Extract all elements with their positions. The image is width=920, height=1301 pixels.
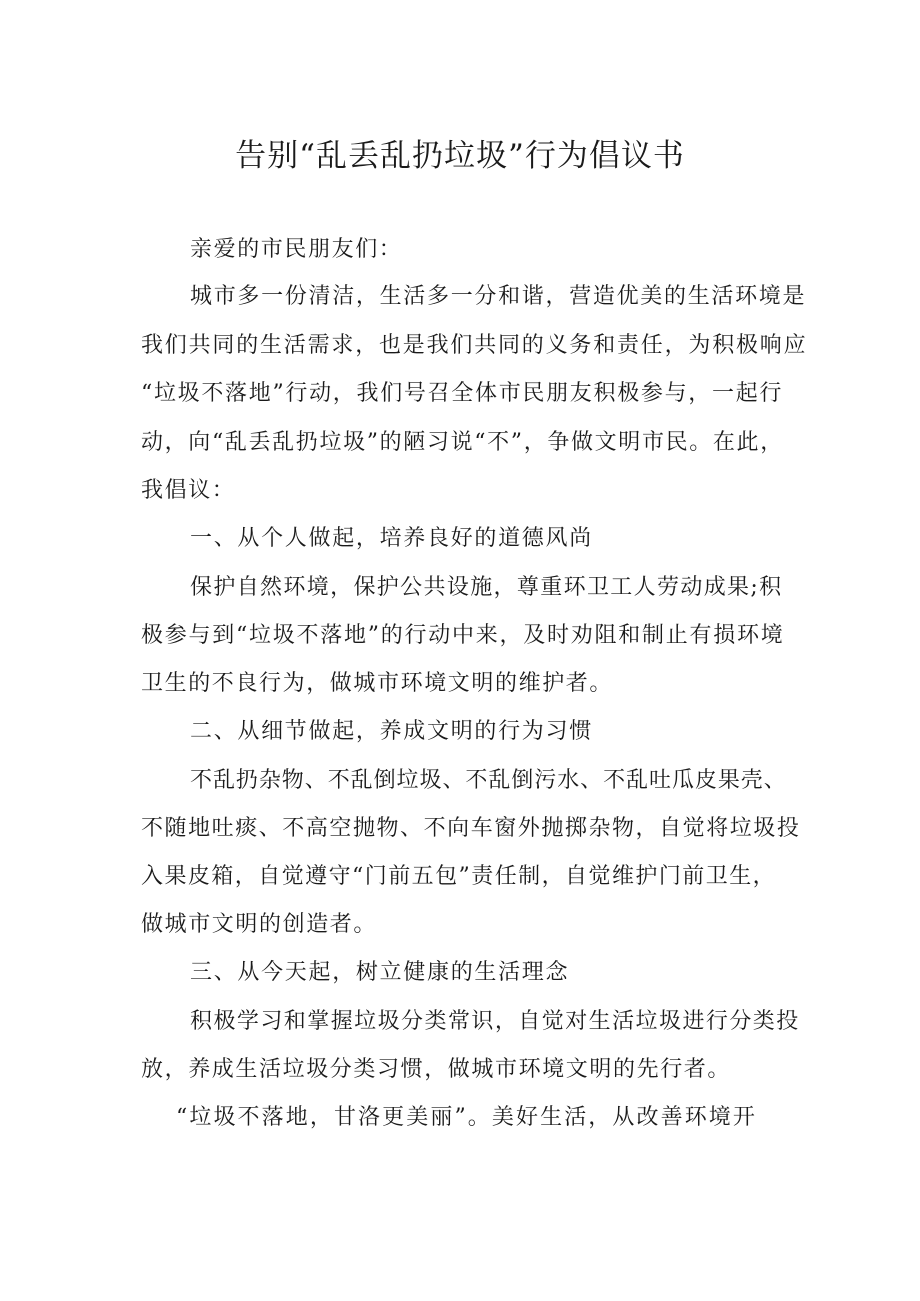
- intro-line: 我们共同的生活需求，也是我们共同的义务和责任，为积极响应: [141, 333, 808, 358]
- section-3-line: 放，养成生活垃圾分类习惯，做城市环境文明的先行者。: [141, 1057, 732, 1082]
- section-2-line: 入果皮箱，自觉遵守“门前五包”责任制，自觉维护门前卫生，: [141, 864, 777, 889]
- section-3-heading: 三、从今天起，树立健康的生活理念: [190, 960, 570, 985]
- section-1-line: 卫生的不良行为，做城市环境文明的维护者。: [141, 671, 614, 696]
- document-title: 告别“乱丢乱扔垃圾”行为倡议书: [235, 138, 685, 174]
- section-2-line: 做城市文明的创造者。: [141, 912, 378, 937]
- salutation: 亲爱的市民朋友们：: [190, 237, 403, 262]
- intro-line: 城市多一份清洁，生活多一分和谐，营造优美的生活环境是: [190, 284, 807, 309]
- section-2-line: 不乱扔杂物、不乱倒垃圾、不乱倒污水、不乱吐瓜皮果壳、: [190, 768, 787, 793]
- section-2-heading: 二、从细节做起，养成文明的行为习惯: [190, 719, 593, 744]
- section-1-line: 保护自然环境，保护公共设施，尊重环卫工人劳动成果;积: [190, 575, 783, 600]
- intro-line: 我倡议：: [141, 478, 236, 503]
- section-1-heading: 一、从个人做起，培养良好的道德风尚: [190, 526, 593, 551]
- section-1-line: 极参与到“垃圾不落地”的行动中来，及时劝阻和制止有损环境: [141, 623, 785, 648]
- section-3-line: 积极学习和掌握垃圾分类常识，自觉对生活垃圾进行分类投: [190, 1009, 800, 1034]
- intro-line: “垃圾不落地”行动，我们号召全体市民朋友积极参与，一起行: [141, 381, 784, 406]
- intro-line: 动，向“乱丢乱扔垃圾”的陋习说“不”，争做文明市民。在此，: [141, 430, 784, 455]
- closing-line: “垃圾不落地，甘洛更美丽”。美好生活，从改善环境开: [176, 1105, 757, 1130]
- section-2-line: 不随地吐痰、不高空抛物、不向车窗外抛掷杂物，自觉将垃圾投: [141, 816, 801, 841]
